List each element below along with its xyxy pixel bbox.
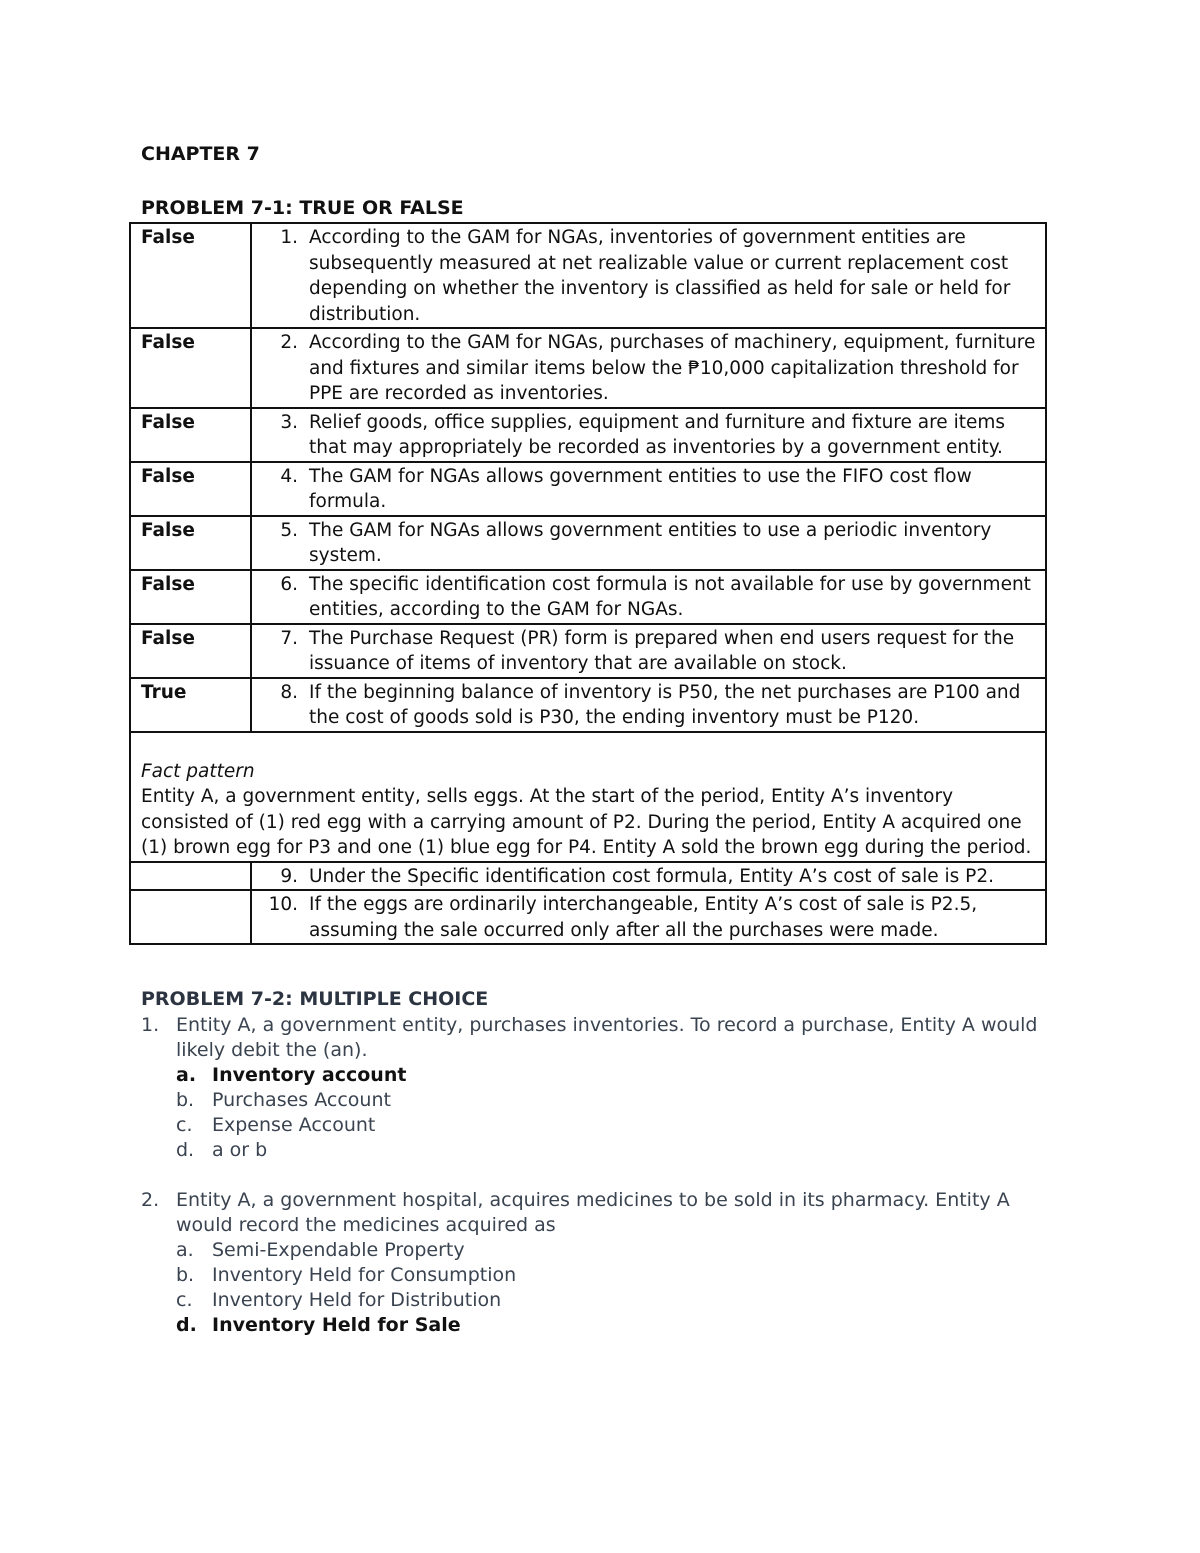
answer-cell: False [130,516,251,570]
choice-option [141,1138,1048,1163]
fact-pattern-cell [130,732,1046,862]
list-item [141,1188,1048,1238]
choice-option [141,1088,1048,1113]
question-text: If the beginning balance of inventory is P50, the net purchases are P100 and the cost of goods sold is P30, the ending inventory must be P120. [309,681,1021,728]
question-text: The GAM for NGAs allows government entities to use the FIFO cost flow formula. [309,465,972,512]
option-letter: d. [176,1139,195,1161]
question-number: 8. [280,681,298,703]
question-number: 6. [280,573,298,595]
choice-option-correct [141,1313,1048,1338]
table-row [130,678,1046,732]
option-text: a or b [212,1139,268,1161]
question-number: 4. [280,465,298,487]
option-letter: b. [176,1089,195,1111]
table-row [130,570,1046,624]
fact-pattern-row [130,732,1046,862]
question-cell [251,862,1046,891]
option-letter: b. [176,1264,195,1286]
choice-option [141,1113,1048,1138]
question-number: 1. [141,1014,160,1036]
answer-cell: False [130,408,251,462]
multiple-choice-list [141,1013,1048,1338]
problem-7-1-title: PROBLEM 7-1: TRUE OR FALSE [141,197,464,219]
choice-option-correct [141,1063,1048,1088]
table-row [130,328,1046,408]
answer-cell: False [130,624,251,678]
question-text: The specific identification cost formula is not available for use by government entities, according to the GAM for NGAs. [309,573,1031,620]
option-letter: c. [176,1289,193,1311]
question-text: According to the GAM for NGAs, purchases of machinery, equipment, furniture and fixtures and similar items below the ₱10,000 capitalization threshold for PPE are recorded as inventories. [309,332,1036,404]
question-number: 5. [280,519,298,541]
table-row [130,462,1046,516]
answer-cell: False [130,223,251,328]
option-text: Inventory Held for Distribution [212,1289,502,1311]
question-number: 7. [280,627,298,649]
table-row [130,408,1046,462]
option-letter: d. [176,1314,197,1336]
question-cell [251,328,1046,408]
question-number: 1. [280,227,298,248]
option-text: Semi-Expendable Property [212,1239,465,1261]
option-text: Expense Account [212,1114,376,1136]
question-cell [251,570,1046,624]
fact-pattern-text: Entity A, a government entity, sells eggs. At the start of the period, Entity A’s inventory consisted of (1) red egg with a carrying amount of P2. During the period, Entity A acquired one (1) brown egg for P3 and one (1) blue egg for P4. Entity A sold the brown egg during the period. [141,786,1032,858]
answer-cell: False [130,328,251,408]
option-text: Inventory Held for Sale [212,1314,461,1336]
option-letter: a. [176,1064,197,1086]
option-text: Purchases Account [212,1089,391,1111]
question-cell [251,890,1046,944]
document-page [141,140,1048,1338]
answer-cell: False [130,462,251,516]
question-cell [251,223,1046,328]
question-number: 2. [280,332,298,353]
table-row [130,862,1046,891]
answer-cell: False [130,570,251,624]
choice-option [141,1263,1048,1288]
option-text: Inventory Held for Consumption [212,1264,517,1286]
question-cell [251,408,1046,462]
table-row [130,624,1046,678]
question-text: The Purchase Request (PR) form is prepared when end users request for the issuance of items of inventory that are available on stock. [309,627,1015,674]
true-false-table [129,222,1047,945]
question-text: Entity A, a government entity, purchases inventories. To record a purchase, Entity A would likely debit the (an). [176,1014,1038,1061]
question-text: If the eggs are ordinarily interchangeable, Entity A’s cost of sale is P2.5, assuming the sale occurred only after all the purchases were made. [309,894,978,941]
question-text: Relief goods, office supplies, equipment and furniture and fixture are items that may appropriately be recorded as inventories by a government entity. [309,411,1005,458]
question-cell [251,516,1046,570]
choice-option [141,1288,1048,1313]
question-number: 2. [141,1189,160,1211]
list-item [141,1013,1048,1063]
answer-cell: True [130,678,251,732]
choice-option [141,1238,1048,1263]
answer-cell [130,862,251,891]
question-text: According to the GAM for NGAs, inventories of government entities are subsequently measured at net realizable value or current replacement cost depending on whether the inventory is classified as held for sale or held for distribution. [309,227,1011,325]
question-text: Entity A, a government hospital, acquires medicines to be sold in its pharmacy. Entity A would record the medicines acquired as [176,1189,1010,1236]
option-text: Inventory account [212,1064,407,1086]
chapter-heading: CHAPTER 7 [141,143,260,165]
question-number: 3. [280,411,298,433]
option-letter: c. [176,1114,193,1136]
question-number: 10. [268,894,298,915]
question-number: 9. [280,865,298,887]
problem-7-2-title: PROBLEM 7-2: MULTIPLE CHOICE [141,988,489,1010]
section-spacer [141,945,1048,985]
question-gap [141,1163,1048,1188]
answer-cell [130,890,251,944]
option-letter: a. [176,1239,194,1261]
question-text: Under the Specific identification cost formula, Entity A’s cost of sale is P2. [309,865,994,887]
question-cell [251,678,1046,732]
question-cell [251,462,1046,516]
question-text: The GAM for NGAs allows government entities to use a periodic inventory system. [309,519,992,566]
table-row [130,890,1046,944]
table-row [130,223,1046,328]
question-cell [251,624,1046,678]
table-row [130,516,1046,570]
fact-pattern-heading: Fact pattern [141,760,255,782]
